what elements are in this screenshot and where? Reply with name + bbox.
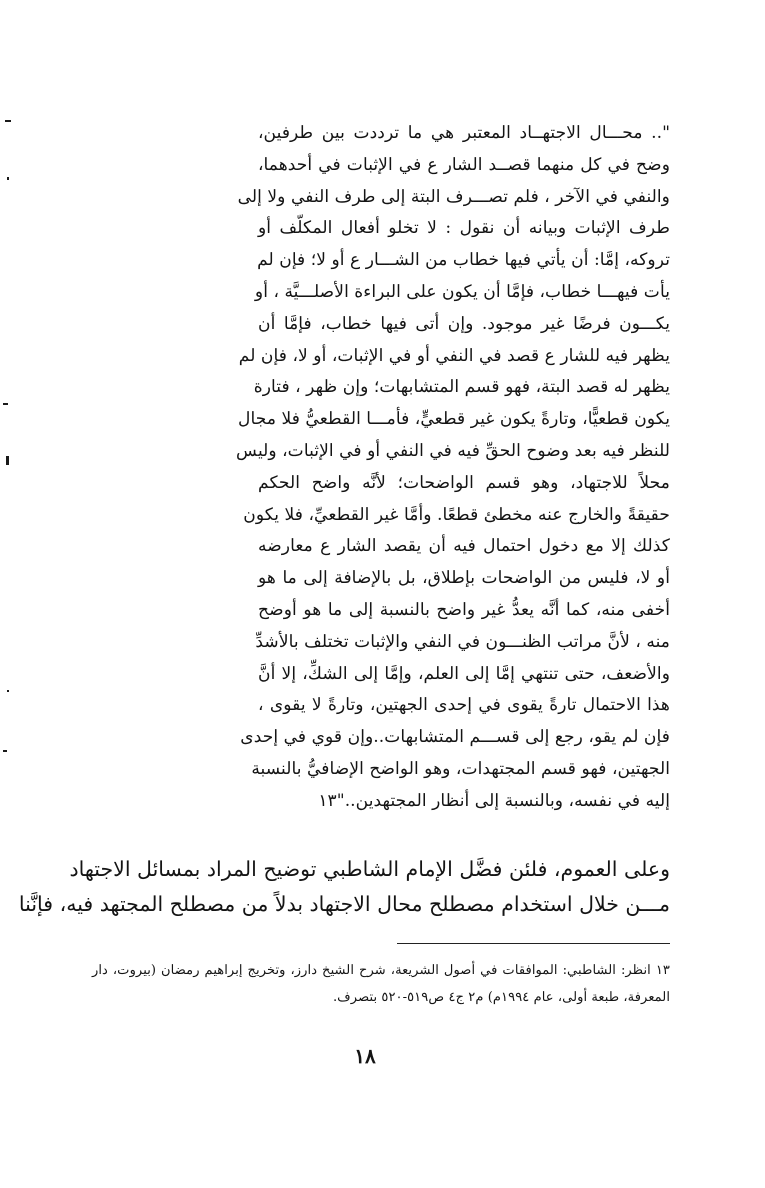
scan-mark	[6, 456, 9, 465]
quote-line: يأت فيهـــا خطاب، فإمَّا أن يكون على البراءة الأصلـــيَّة ، أو	[254, 281, 670, 302]
quote-line: يظهر له قصد البتة، فهو قسم المتشابهات؛ وإن ظهر ، فتارة	[253, 377, 670, 398]
quote-line: والأضعف، حتى تنتهي إمَّا إلى العلم، وإمَّا إلى الشكِّ، إلا أنَّ	[258, 663, 670, 684]
scan-mark	[7, 177, 9, 180]
quote-line: وضح في كل منهما قصــد الشار ع في الإثبات في أحدهما،	[258, 154, 670, 175]
quote-line: هذا الاحتمال تارةً يقوى في إحدى الجهتين، وتارةً لا يقوى ،	[258, 695, 670, 716]
quote-line: منه ، لأنَّ مراتب الظنـــون في النفي والإثبات تختلف بالأشدِّ	[255, 631, 670, 652]
quote-line: أخفى منه، كما أنَّه يعدُّ غير واضح بالنسبة إلى ما هو أوضح	[258, 599, 670, 620]
quote-line: كذلك إلا مع دخول احتمال فيه أن يقصد الشار ع معارضه	[258, 536, 670, 557]
quote-line: والنفي في الآخر ، فلم تصـــرف البتة إلى طرف النفي ولا إلى	[237, 186, 670, 207]
quote-line: تروكه، إمَّا: أن يأتي فيها خطاب من الشـــار ع أو لا؛ فإن لم	[257, 250, 670, 271]
quote-line: حقيقةً والخارج عنه مخطئ قطعًا. وأمَّا غير القطعيِّ، فلا يكون	[243, 504, 670, 525]
body-line: مـــن خلال استخدام مصطلح محال الاجتهاد بدلاً من مصطلح المجتهد فيه، فإنَّنا	[18, 892, 670, 916]
footnote-line: المعرفة، طبعة أولى، عام ١٩٩٤م) م٢ ج٤ ص٥١٩-٥٢٠ بتصرف.	[332, 990, 670, 1005]
quote-line: محلاً للاجتهاد، وهو قسم الواضحات؛ لأنَّه واضح الحكم	[258, 472, 670, 493]
quote-line: يظهر فيه للشار ع قصد في النفي أو في الإثبات، أو لا، فإن لم	[238, 345, 670, 366]
quote-line: ".. محـــال الاجتهــاد المعتبر هي ما ترددت بين طرفين،	[258, 123, 670, 143]
scan-mark	[5, 120, 11, 122]
body-paragraph	[18, 852, 670, 922]
quote-line: فإن لم يقو، رجع إلى قســـم المتشابهات..وإن قوي في إحدى	[240, 727, 670, 748]
quote-line: الجهتين، فهو قسم المجتهدات، وهو الواضح الإضافيُّ بالنسبة	[251, 758, 670, 779]
quote-line: للنظر فيه بعد وضوح الحقِّ فيه في النفي أو في الإثبات، وليس	[236, 440, 670, 461]
quoted-passage	[236, 118, 670, 818]
scan-mark	[7, 690, 9, 692]
quote-line: أو لا، فليس من الواضحات بإطلاق، بل بالإضافة إلى ما هو	[258, 568, 670, 589]
quote-line: يكون قطعيًّا، وتارةً يكون غير قطعيٍّ، فأمـــا القطعيُّ فلا مجال	[238, 409, 670, 430]
footnote-line: ١٣ انظر: الشاطبي: الموافقات في أصول الشريعة، شرح الشيخ دارز، وتخريج إبراهيم رمضان (بيروت، دار	[92, 963, 670, 978]
scan-mark	[3, 750, 7, 752]
scan-mark	[3, 403, 8, 405]
body-line: وعلى العموم، فلئن فضَّل الإمام الشاطبي توضيح المراد بمسائل الاجتهاد	[69, 857, 670, 881]
page-number: ١٨	[354, 1044, 376, 1068]
footnote	[92, 957, 670, 1011]
quote-line: طرف الإثبات وبيانه أن نقول : لا تخلو أفعال المكلّف أو	[258, 218, 670, 239]
quote-line: يكـــون فرضًا غير موجود. وإن أتى فيها خطاب، فإمَّا أن	[258, 313, 670, 334]
quote-line: إليه في نفسه، وبالنسبة إلى أنظار المجتهدين.."١٣	[318, 790, 670, 811]
footnote-divider	[397, 943, 670, 944]
